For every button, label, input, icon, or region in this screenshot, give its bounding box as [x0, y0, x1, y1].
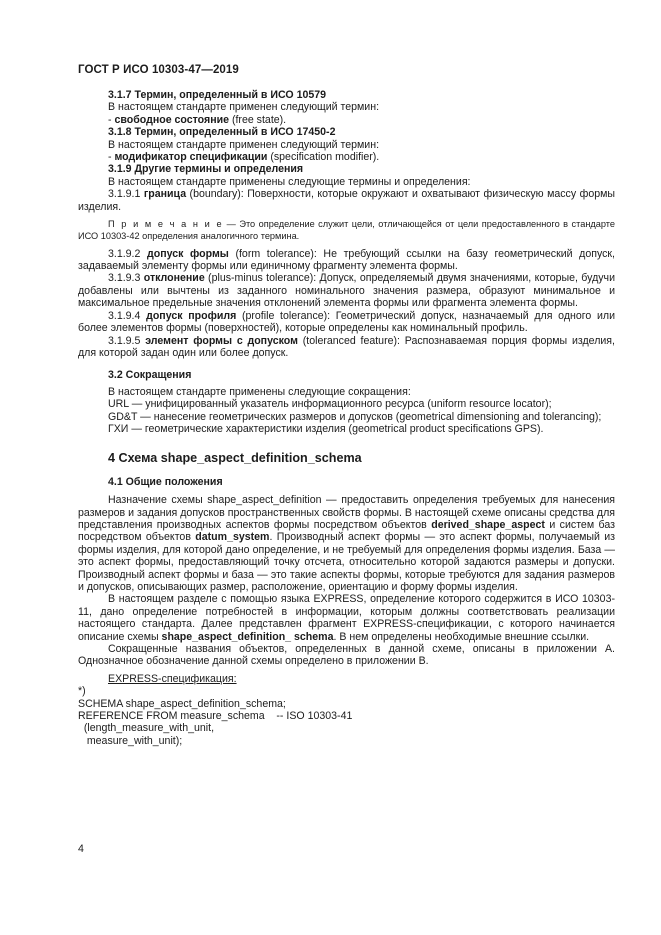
section-4-1-paragraph-1 — [78, 494, 615, 593]
express-label — [78, 673, 615, 685]
section-4-1-paragraph-2 — [78, 593, 615, 643]
express-code — [78, 685, 615, 747]
section-3-1-7-term — [78, 114, 615, 126]
section-3-1-8-intro: В настоящем стандарте применен следующий термин: — [108, 138, 380, 151]
text: Назначение схемы shape_aspect_definition — предоставить определения требуемых для нанесения размеров и задания допусков пространственных свойств формы. В настоящей схеме описаны средства для представления производных аспектов формы посредством объектов — [78, 494, 615, 531]
definition-number: 3.1.9.4 — [108, 309, 147, 322]
definition-term: допуск формы — [147, 247, 229, 260]
abbreviation-item: GD&T — нанесение геометрических размеров и допусков (geometrical dimensioning and tolerancing); — [108, 410, 602, 423]
section-4-title: 4 Схема shape_aspect_definition_schema — [108, 451, 362, 466]
term-rest: (free state). — [229, 113, 287, 126]
code-line: *) — [78, 685, 86, 698]
abbreviation-item: URL — унифицированный указатель информационного ресурса (uniform resource locator); — [108, 398, 552, 411]
definition-number: 3.1.9.5 — [108, 334, 146, 347]
text: и систем баз посредством объектов — [78, 518, 615, 544]
definition-text: (profile tolerance): Геометрический допуск, назначаемый для одного или более элементов формы (поверхностей), которые определены как номинальный профиль. — [78, 309, 615, 335]
entity-name: derived_shape_aspect — [431, 518, 545, 531]
definition-text: (form tolerance): Не требующий ссылки на базу геометрический допуск, задаваемый элементу формы или единичному фрагменту элемента формы. — [78, 247, 616, 273]
abbreviation-item: ГХИ — геометрические характеристики изделия (geometrical product specifications GPS). — [108, 422, 544, 435]
express-label-text: EXPRESS-спецификация: — [108, 672, 237, 685]
definition-text: (boundary): Поверхности, которые окружают и охватывают физическую массу формы изделия. — [78, 188, 615, 213]
code-line: SCHEMA shape_aspect_definition_schema; — [78, 697, 286, 710]
code-line: REFERENCE FROM measure_schema -- ISO 10303-41 — [78, 710, 353, 723]
definition-term: допуск профиля — [146, 309, 237, 322]
definition-3-1-9-2 — [78, 248, 615, 273]
section-3-1-7-intro: В настоящем стандарте применен следующий термин: — [108, 101, 380, 114]
section-4-1-paragraph-3: Сокращенные названия объектов, определенных в данной схеме, описаны в приложении А. Однозначное обозначение данной схемы определено в приложении В. — [78, 643, 615, 668]
definition-number: 3.1.9.2 — [108, 247, 148, 260]
section-3-1-9-intro: В настоящем стандарте применены следующие термины и определения: — [108, 175, 471, 188]
code-line: (length_measure_with_unit, — [78, 722, 215, 735]
section-3-2-title: 3.2 Сокращения — [108, 369, 192, 382]
definition-term: элемент формы с допуском — [145, 334, 298, 347]
note-label: П р и м е ч а н и е — [108, 219, 224, 230]
note — [78, 219, 615, 243]
definition-3-1-9-1 — [78, 188, 615, 213]
definition-3-1-9-4 — [78, 310, 615, 335]
section-3-1-9-title: 3.1.9 Другие термины и определения — [108, 163, 304, 176]
entity-name: datum_system — [195, 531, 270, 544]
text: . В нем определены необходимые внешние ссылки. — [333, 630, 590, 643]
note-text: — Это определение служит цели, отличающейся от цели предоставленного в стандарте ИСО 10303-42 определения аналогичного термина. — [78, 219, 615, 241]
section-3-1-8-title: 3.1.8 Термин, определенный в ИСО 17450-2 — [108, 126, 336, 139]
code-line: measure_with_unit); — [78, 734, 183, 747]
page-content — [78, 89, 615, 747]
page-number: 4 — [78, 843, 84, 855]
term-rest: (specification modifier). — [267, 151, 380, 164]
definition-3-1-9-3 — [78, 272, 615, 309]
dash: - — [108, 151, 115, 164]
definition-term: отклонение — [143, 272, 205, 285]
term-name: свободное состояние — [114, 113, 230, 126]
term-name: модификатор спецификации — [114, 151, 268, 164]
schema-name: shape_aspect_definition_ schema — [161, 630, 334, 643]
section-4-1-title: 4.1 Общие положения — [108, 475, 223, 488]
section-3-2-intro: В настоящем стандарте применены следующие сокращения: — [108, 385, 411, 398]
definition-term: граница — [143, 188, 187, 201]
definition-number: 3.1.9.3 — [108, 272, 144, 285]
definition-text: (plus-minus tolerance): Допуск, определяемый двумя значениями, которые, будучи добавлены или вычтены из заданного номинального значения размера, образуют минимальное и максимальное предельные значения отклонений элемента формы или фрагмента элемента формы. — [78, 272, 615, 310]
text: В настоящем разделе с помощью языка EXPRESS, определение которого содержится в ИСО 10303-11, дано определение потребностей в информации, которым должны соответствовать реализации настоящего стандарта. Далее представлен фрагмент EXPRESS-спецификации, с которого начинается описание схемы — [78, 593, 615, 643]
definition-3-1-9-5 — [78, 335, 615, 360]
section-3-1-7-title: 3.1.7 Термин, определенный в ИСО 10579 — [108, 89, 327, 101]
definition-number: 3.1.9.1 — [108, 188, 144, 201]
section-3-1-8-term — [78, 151, 615, 163]
text: . Производный аспект формы — это аспект формы, получаемый из формы изделия, для которой дано определение, и не требуемый для определения формы изделия. База — это аспект формы, предоставляющий точку отсчета, относительно которой задаются размеры и допуски. Производный аспект формы и база — это такие аспекты формы, которые требуются для задания размеров и допусков, описывающих размер, расположение, ориентацию и форму формы изделия. — [78, 531, 615, 593]
definition-text: (toleranced feature): Распознаваемая порция формы изделия, для которой задан один или более допуск. — [78, 334, 615, 359]
dash: - — [108, 113, 115, 126]
standard-header: ГОСТ Р ИСО 10303-47—2019 — [78, 64, 239, 76]
